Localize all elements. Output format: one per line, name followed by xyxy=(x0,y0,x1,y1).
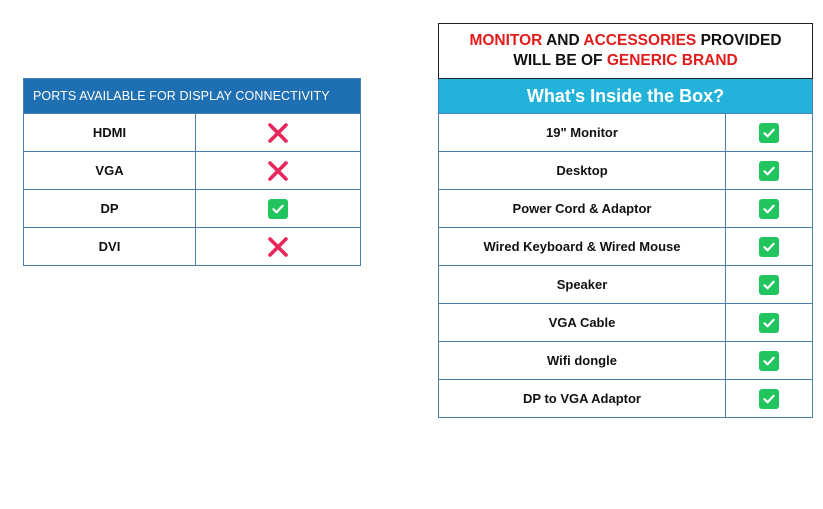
box-item-row xyxy=(439,151,812,189)
ports-table-body xyxy=(24,113,360,265)
port-name: VGA xyxy=(24,152,196,189)
box-item-status xyxy=(726,228,812,265)
port-name: DVI xyxy=(24,228,196,265)
check-icon xyxy=(759,389,779,409)
box-item-status xyxy=(726,266,812,303)
box-item-label: DP to VGA Adaptor xyxy=(439,380,726,417)
box-item-row xyxy=(439,341,812,379)
port-status xyxy=(196,152,360,189)
check-icon xyxy=(759,275,779,295)
check-icon xyxy=(759,123,779,143)
box-contents-body xyxy=(439,113,812,417)
box-item-status xyxy=(726,380,812,417)
box-item-status xyxy=(726,190,812,227)
ports-table xyxy=(23,78,361,266)
ports-row-dvi xyxy=(24,227,360,265)
check-icon xyxy=(759,351,779,371)
port-status xyxy=(196,228,360,265)
box-item-status xyxy=(726,304,812,341)
notice-accessories: ACCESSORIES xyxy=(583,32,697,49)
port-status xyxy=(196,190,360,227)
box-item-label: VGA Cable xyxy=(439,304,726,341)
box-item-label: Desktop xyxy=(439,152,726,189)
box-item-status xyxy=(726,342,812,379)
box-item-row xyxy=(439,189,812,227)
notice-line-2 xyxy=(513,51,737,71)
box-item-label: Speaker xyxy=(439,266,726,303)
check-icon xyxy=(759,161,779,181)
box-item-label: Power Cord & Adaptor xyxy=(439,190,726,227)
box-item-row xyxy=(439,303,812,341)
check-icon xyxy=(759,199,779,219)
box-contents-table xyxy=(438,79,813,418)
box-item-row xyxy=(439,227,812,265)
cross-icon xyxy=(267,236,289,258)
ports-row-dp xyxy=(24,189,360,227)
notice-and: AND xyxy=(542,32,584,49)
box-item-label: Wifi dongle xyxy=(439,342,726,379)
port-name: DP xyxy=(24,190,196,227)
box-item-label: 19" Monitor xyxy=(439,114,726,151)
box-item-row xyxy=(439,113,812,151)
box-item-label: Wired Keyboard & Wired Mouse xyxy=(439,228,726,265)
check-icon xyxy=(759,313,779,333)
box-item-status xyxy=(726,114,812,151)
ports-row-vga xyxy=(24,151,360,189)
box-item-row xyxy=(439,265,812,303)
cross-icon xyxy=(267,122,289,144)
ports-row-hdmi xyxy=(24,113,360,151)
cross-icon xyxy=(267,160,289,182)
box-contents-title: What's Inside the Box? xyxy=(439,79,812,113)
check-icon xyxy=(759,237,779,257)
notice-generic-brand: GENERIC BRAND xyxy=(606,52,738,69)
notice-will-be-of: WILL BE OF xyxy=(513,52,607,69)
box-item-status xyxy=(726,152,812,189)
check-icon xyxy=(268,199,288,219)
ports-table-title: PORTS AVAILABLE FOR DISPLAY CONNECTIVITY xyxy=(24,79,360,113)
notice-monitor: MONITOR xyxy=(469,32,543,49)
notice-provided: PROVIDED xyxy=(696,32,782,49)
notice-line-1 xyxy=(469,31,781,51)
port-name: HDMI xyxy=(24,114,196,151)
box-item-row xyxy=(439,379,812,417)
port-status xyxy=(196,114,360,151)
generic-brand-notice xyxy=(438,23,813,79)
